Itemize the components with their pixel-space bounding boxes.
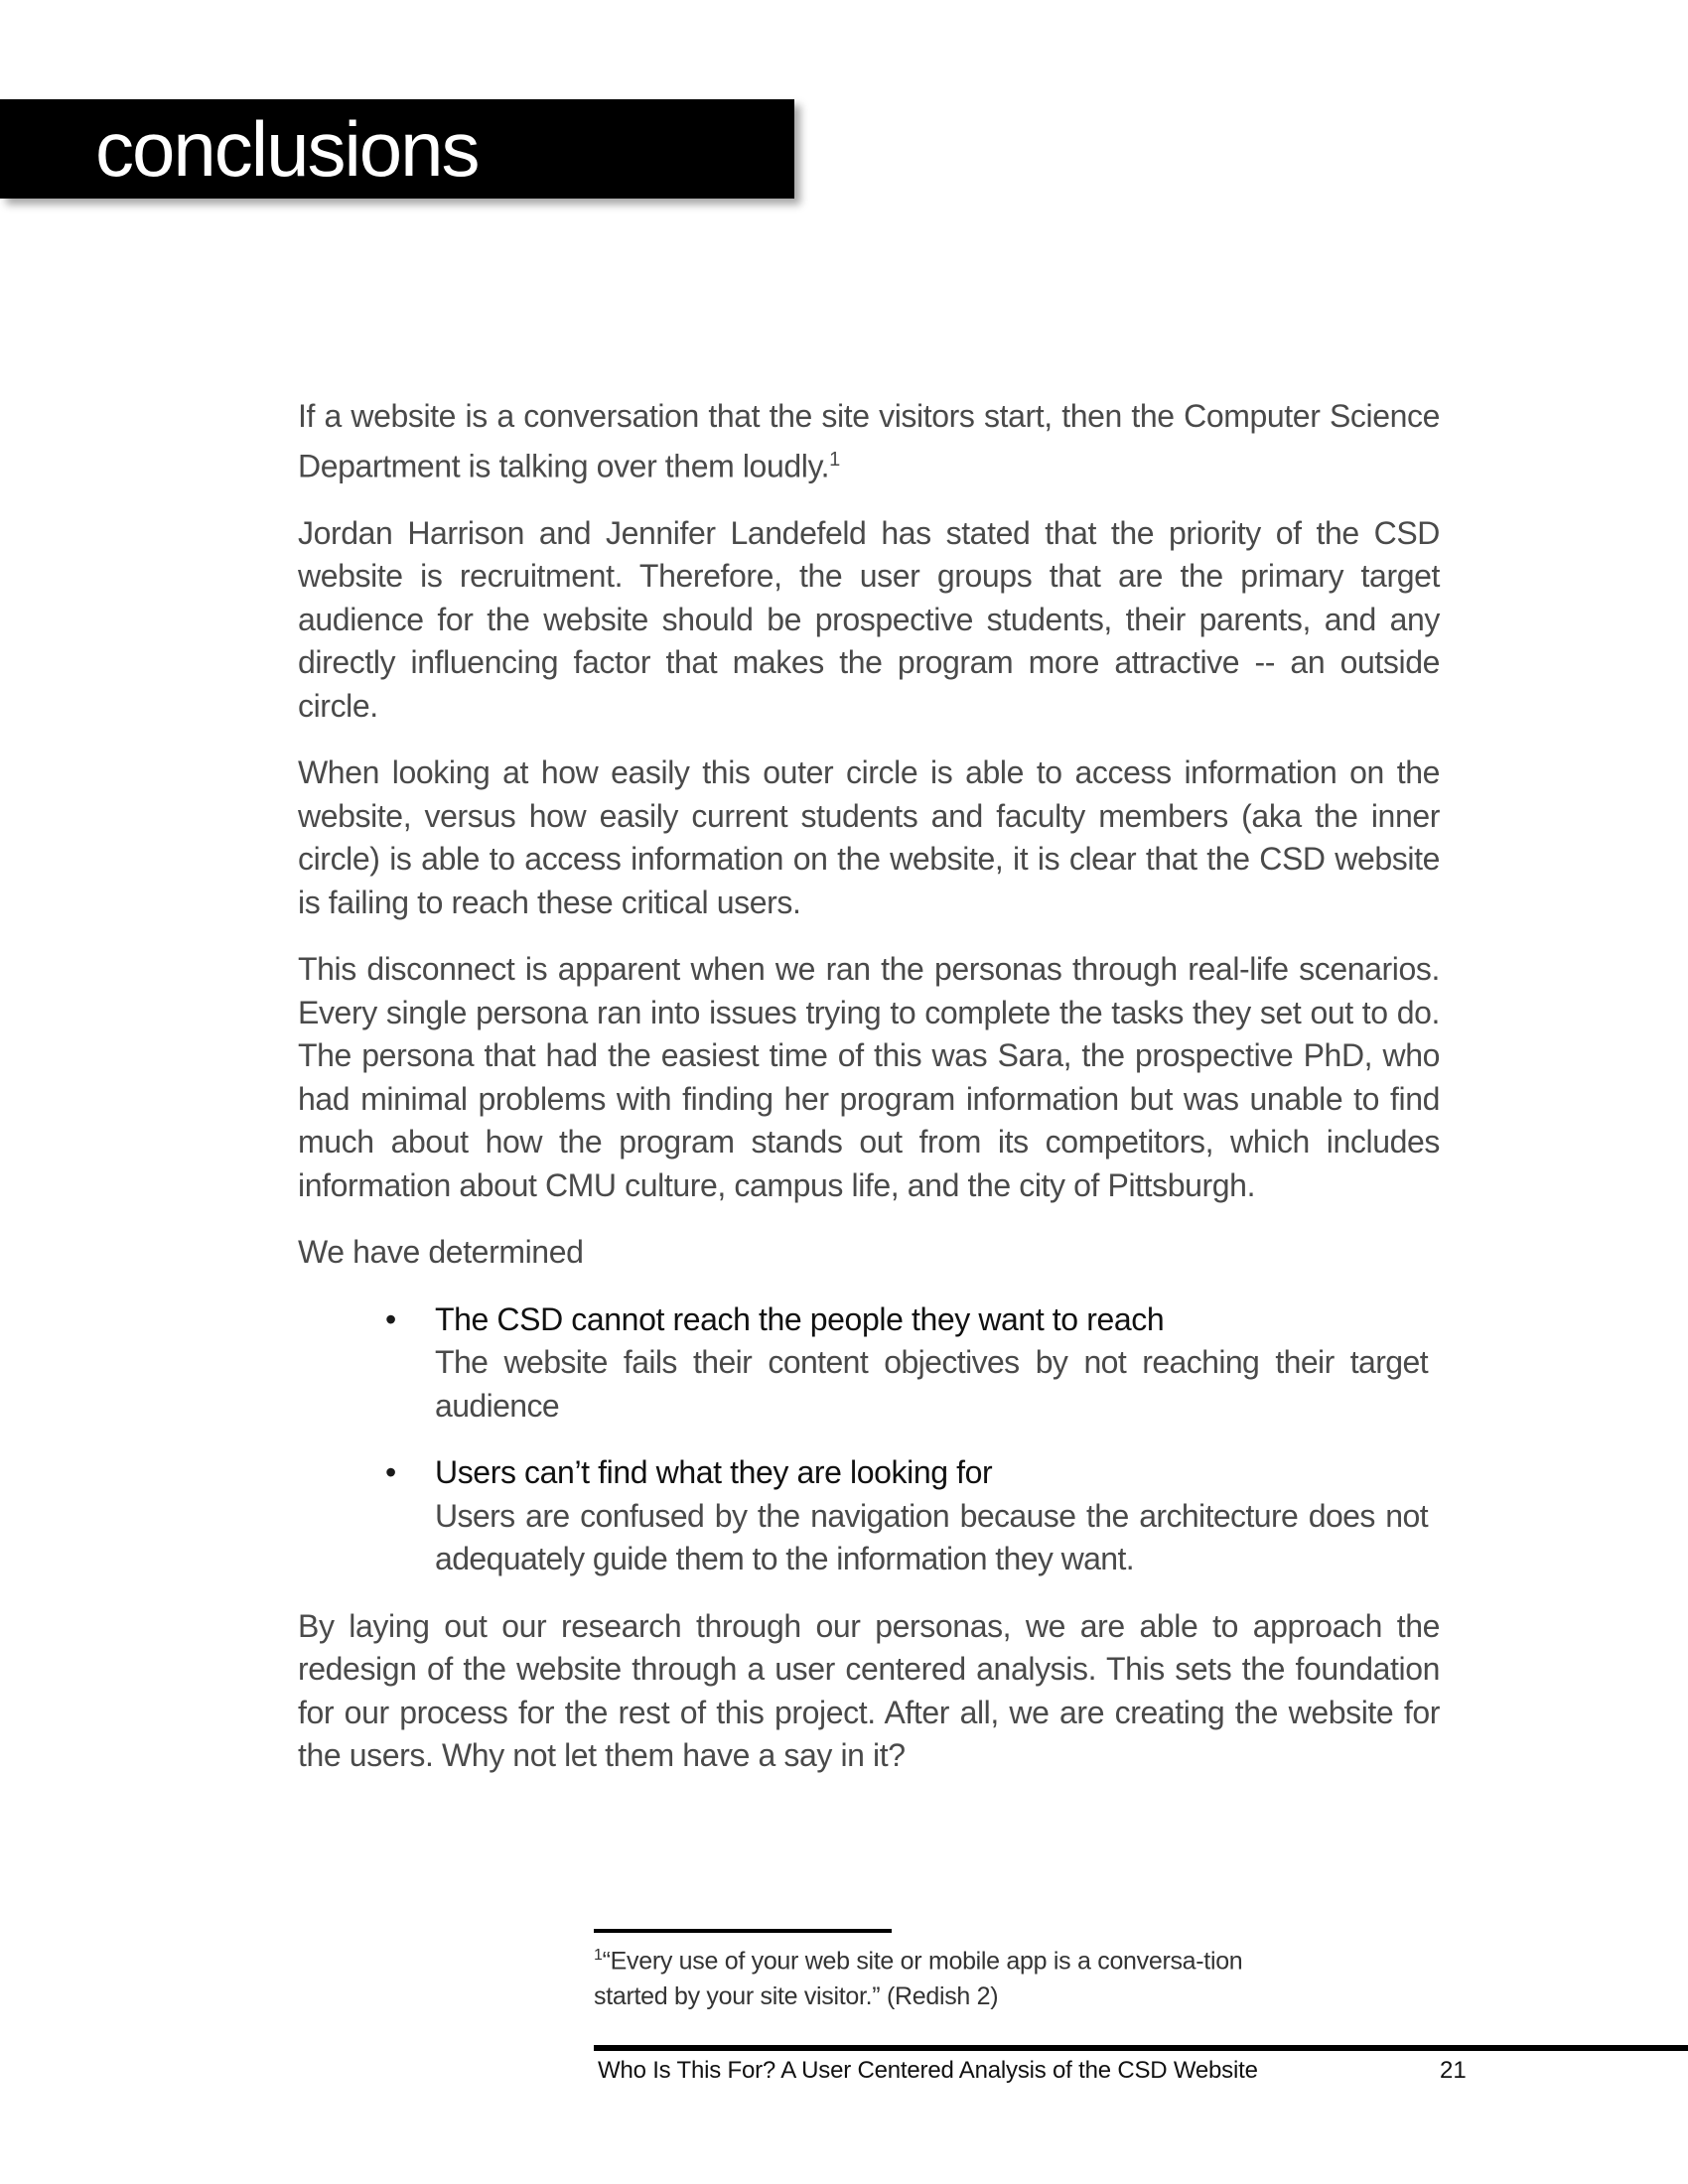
finding-description: The website fails their content objectives by not reaching their target audience — [435, 1344, 1428, 1424]
findings-list — [298, 1298, 1428, 1581]
paragraph-outer-circle: When looking at how easily this outer circle is able to access information on the website, versus how easily current students and faculty members (aka the inner circle) is able to access information on the website, it is clear that the CSD website is failing to reach these critical users. — [298, 754, 1440, 920]
page-number: 21 — [1440, 2057, 1467, 2084]
footer-document-title: Who Is This For? A User Centered Analysis of the CSD Website — [598, 2057, 1258, 2084]
paragraph-intro-text: If a website is a conversation that the site visitors start, then the Computer Science Department is talking over them loudly. — [298, 398, 1440, 484]
finding-description: Users are confused by the navigation because the architecture does not adequately guide them to the information they want. — [435, 1497, 1428, 1577]
footnote — [594, 1938, 1269, 2014]
footnote-reference: 1 — [829, 448, 840, 471]
section-title: conclusions — [95, 105, 479, 193]
paragraph-priority: Jordan Harrison and Jennifer Landefeld has stated that the priority of the CSD website is recruitment. Therefore, the user groups that are the primary target audience for the website should be prospective students, their parents, and any directly influencing factor that makes the program more attractive -- an outside circle. — [298, 514, 1440, 724]
bullet-icon: • — [385, 1300, 397, 1337]
paragraph-determined: We have determined — [298, 1234, 584, 1271]
footnote-divider — [594, 1929, 892, 1933]
bullet-icon: • — [385, 1454, 397, 1491]
footnote-marker: 1 — [594, 1947, 603, 1964]
list-item — [385, 1298, 1428, 1429]
main-body — [298, 395, 1440, 1802]
finding-heading: The CSD cannot reach the people they want to reach — [435, 1300, 1165, 1337]
paragraph-disconnect: This disconnect is apparent when we ran the personas through real-life scenarios. Every single persona ran into issues trying to complete the tasks they set out to do. The persona that had the easiest time of this was Sara, the prospective PhD, who had minimal problems with finding her program information but was unable to find much about how the program stands out from its competitors, which includes information about CMU culture, campus life, and the city of Pittsburgh. — [298, 951, 1440, 1203]
footnote-text: “Every use of your web site or mobile app is a conversa-tion started by your site visitor.” (Redish 2) — [594, 1947, 1243, 2011]
section-header-bar — [0, 99, 794, 199]
footer-divider — [594, 2045, 1688, 2051]
paragraph-closing: By laying out our research through our personas, we are able to approach the redesign of the website through a user centered analysis. This sets the foundation for our process for the rest of this project. After all, we are creating the website for the users. Why not let them have a say in it? — [298, 1607, 1440, 1774]
list-item — [385, 1451, 1428, 1581]
paragraph-intro — [298, 395, 1440, 488]
finding-heading: Users can’t find what they are looking for — [435, 1454, 993, 1491]
